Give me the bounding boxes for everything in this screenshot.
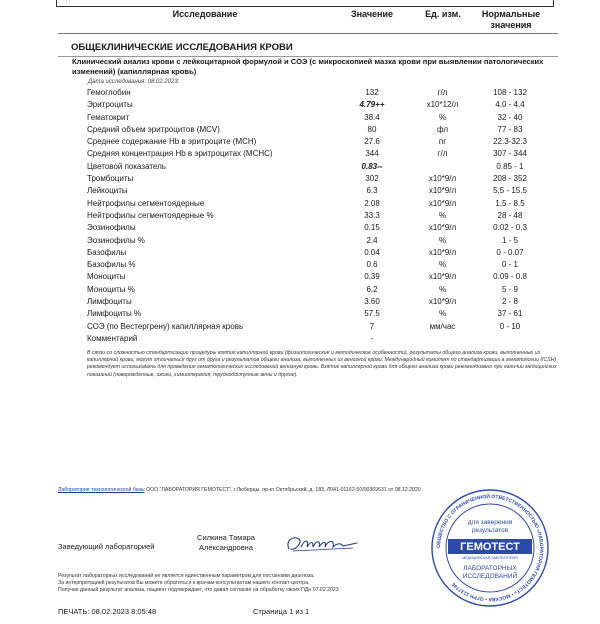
table-row [0, 148, 600, 160]
test-value: 57.5 [364, 309, 380, 319]
stamp-brand-sub: МЕДИЦИНСКАЯ ЛАБОРАТОРИЯ [462, 556, 518, 560]
test-name: Гематокрит [87, 112, 130, 122]
test-name: СОЭ (по Вестергрену) капиллярная кровь [87, 321, 244, 331]
test-name: Лимфоциты [87, 297, 132, 307]
stamp-bottom1: ЛАБОРАТОРНЫХ [463, 565, 517, 572]
test-unit: % [438, 260, 447, 270]
test-value: 6.2 [366, 284, 378, 294]
test-norm: 0.85 - 1 [496, 161, 524, 171]
test-unit: x10*9/л [428, 186, 457, 196]
test-value: 0.83-- [361, 161, 383, 171]
test-value: 132 [365, 88, 379, 97]
disclaimer-line3: Получая данный результат анализа, пациент подтверждает, что давал согласие на обработку своих ПДн 07.02.2023 [58, 587, 339, 594]
stamp-top1: для заверения [467, 519, 513, 526]
previous-page-edge [56, 0, 554, 7]
test-unit: % [438, 284, 447, 294]
table-row [0, 112, 600, 124]
header-norm [468, 9, 554, 31]
test-value: 0.6 [366, 260, 378, 270]
test-norm: 307 - 344 [493, 149, 527, 159]
test-norm: 2 - 8 [501, 297, 518, 307]
test-norm: 0 - 0.07 [496, 247, 524, 257]
table-row [0, 235, 600, 247]
test-value: 33.3 [364, 210, 380, 220]
table-row [0, 198, 600, 210]
test-unit: x10*9/л [428, 198, 457, 208]
stamp-brand: ГЕМОТЕСТ [460, 541, 520, 553]
test-value: 3.60 [364, 297, 380, 307]
test-unit: пг [438, 137, 447, 147]
lab-stamp [430, 488, 550, 613]
test-value: 302 [365, 174, 379, 184]
test-name: Эозинофилы % [87, 235, 145, 245]
page-number: Страница 1 из 1 [253, 607, 310, 616]
capillary-blood-note: В связи со сложностью стандартизации процедуры взятия капиллярной крови (физиологические и методические особенности), результаты общего анализа крови, выполненные из капиллярной крови, могут отличаться друг от друга и результатов общего анализа, выполненных из венозной крови. Международный комитет по стандартизации в гематологии (ICSH) рекомендует использовать для проведения гематологических исследований венозную кровь. Взятие капиллярной крови для общего анализа крови рекомендовано при наличии медицинских показаний (новорожденные, ожоги, химиотерапия, труднодоступные вены и другое). [87, 350, 557, 378]
handwritten-signature [283, 531, 363, 562]
table-row [0, 259, 600, 271]
top-cut-text [66, 0, 88, 1]
test-norm: 1.5 - 8.5 [495, 198, 525, 208]
test-norm: 1 - 5 [501, 235, 518, 245]
table-row [0, 222, 600, 234]
test-value: 344 [365, 149, 379, 159]
test-name: Моноциты % [87, 284, 135, 294]
test-name: Базофилы [87, 247, 127, 257]
test-name: Среднее содержание Hb в эритроците (MCH) [87, 137, 257, 147]
analysis-title: Клинический анализ крови с лейкоцитарной формулой и СОЭ (с микроскопией мазка крови при выявлении патологических изменений) (капиллярная кровь) [72, 57, 544, 76]
table-row [0, 185, 600, 197]
table-row [0, 136, 600, 148]
test-name: Тромбоциты [87, 174, 134, 184]
lab-details: ООО "ЛАБОРАТОРИЯ ГЕМОТЕСТ", г.Люберцы, пр-кт Октябрьский, д. 183, Л041-01162-50/00369631 от 08.12.2020 [146, 487, 421, 493]
test-norm: 4.0 - 4.4 [495, 100, 525, 110]
test-value: 4.79++ [359, 100, 385, 110]
test-value: 80 [367, 124, 377, 134]
test-name: Эритроциты [87, 100, 133, 110]
test-value: 0.39 [364, 272, 380, 282]
head-name-line1: Силкина Тамара [197, 533, 255, 542]
table-row [0, 99, 600, 111]
table-row [0, 284, 600, 296]
test-unit: фл [436, 124, 449, 134]
header-norm-line2: значения [490, 20, 532, 30]
disclaimer [58, 573, 418, 595]
test-value: - [370, 333, 374, 343]
head-name-line2: Александровна [199, 542, 253, 552]
test-unit: x10*9/л [428, 272, 457, 282]
test-unit: x10*12/л [426, 100, 459, 110]
stamp-top2: результатов [471, 527, 509, 534]
head-of-lab-label: Заведующий лабораторией [58, 542, 155, 551]
section-title: ОБЩЕКЛИНИЧЕСКИЕ ИССЛЕДОВАНИЯ КРОВИ [71, 42, 293, 53]
test-norm: 208 - 352 [493, 174, 527, 184]
test-unit: г/л [437, 149, 448, 159]
test-unit: x10*9/л [428, 174, 457, 184]
table-row [0, 124, 600, 136]
test-unit: % [438, 309, 447, 319]
test-norm: 0 - 10 [499, 321, 521, 331]
test-unit: x10*9/л [428, 297, 457, 307]
test-name: Лимфоциты % [87, 309, 142, 319]
test-norm: 37 - 61 [497, 309, 523, 319]
test-norm: 0.09 - 0.8 [493, 272, 527, 282]
table-row [0, 247, 600, 259]
table-row [0, 271, 600, 283]
stamp-bottom2: ИССЛЕДОВАНИЙ [462, 573, 518, 580]
test-value: 0.15 [364, 223, 380, 233]
header-test: Исследование [172, 9, 238, 19]
test-unit: мм/час [429, 321, 456, 331]
table-row [0, 87, 600, 99]
table-row [0, 173, 600, 185]
test-name: Комментарий [87, 333, 138, 343]
table-row [0, 308, 600, 320]
header-unit: Ед. изм. [425, 9, 461, 19]
study-date: Дата исследования: 08.02.2023: [88, 79, 180, 85]
test-name: Нейтрофилы сегментоядерные % [87, 210, 214, 220]
test-unit: x10*9/л [428, 223, 457, 233]
test-name: Гемоглобин [87, 88, 131, 97]
test-norm: 0.02 - 0.3 [493, 223, 527, 233]
table-row [0, 321, 600, 333]
head-of-lab-name [186, 533, 266, 552]
header-divider [58, 33, 558, 34]
test-name: Лейкоциты [87, 186, 128, 196]
test-name: Средняя концентрация Hb в эритроцитах (MCHC) [87, 149, 273, 159]
test-value: 2.08 [364, 198, 380, 208]
table-row [0, 161, 600, 173]
test-unit: г/л [437, 88, 448, 97]
test-value: 2.4 [366, 235, 378, 245]
table-row [0, 333, 600, 345]
test-name: Средний объем эритроцитов (MCV) [87, 124, 220, 134]
test-value: 7 [369, 321, 375, 331]
test-unit: % [438, 112, 447, 122]
test-norm: 0 - 1 [501, 260, 518, 270]
test-value: 0.04 [364, 247, 380, 257]
table-row [0, 210, 600, 222]
test-norm: 5 - 9 [501, 284, 518, 294]
lab-link[interactable]: Лаборатория технологической базы [58, 487, 145, 493]
print-timestamp: ПЕЧАТЬ: 08.02.2023 8:05:48 [58, 607, 157, 616]
test-norm: 77 - 83 [497, 124, 523, 134]
test-value: 6.3 [366, 186, 378, 196]
test-norm: 108 - 132 [493, 88, 527, 97]
header-value: Значение [350, 9, 394, 19]
disclaimer-line1: Результат лабораторных исследований не является единственным параметром для постановки диагноза. [58, 573, 315, 579]
test-unit: x10*9/л [428, 247, 457, 257]
header-norm-line1: Нормальные [481, 9, 541, 19]
disclaimer-line2: За интерпретацией результатов Вы можете обратиться к врачам-консультантам нашего контакт-центра. [58, 580, 310, 587]
test-unit: % [438, 210, 447, 220]
test-name: Эозинофилы [87, 223, 136, 233]
test-norm: 22.3-32.3 [493, 137, 527, 147]
test-value: 38.4 [364, 112, 380, 122]
test-norm: 28 - 48 [497, 210, 523, 220]
test-name: Моноциты [87, 272, 126, 282]
test-value: 27.6 [364, 137, 380, 147]
test-norm: 32 - 40 [497, 112, 523, 122]
test-norm: 5.5 - 15.5 [493, 186, 527, 196]
test-name: Цветовой показатель [87, 161, 166, 171]
results-table [0, 87, 600, 345]
stamp-ring-text: ОБЩЕСТВО С ОГРАНИЧЕННОЙ ОТВЕТСТВЕННОСТЬЮ «ЛАБОРАТОРИЯ ГЕМОТЕСТ» • МОСКВА • ОГРН 1137746 [435, 493, 545, 603]
test-name: Нейтрофилы сегментоядерные [87, 198, 205, 208]
test-name: Базофилы % [87, 260, 136, 270]
test-unit: % [438, 235, 447, 245]
table-row [0, 296, 600, 308]
